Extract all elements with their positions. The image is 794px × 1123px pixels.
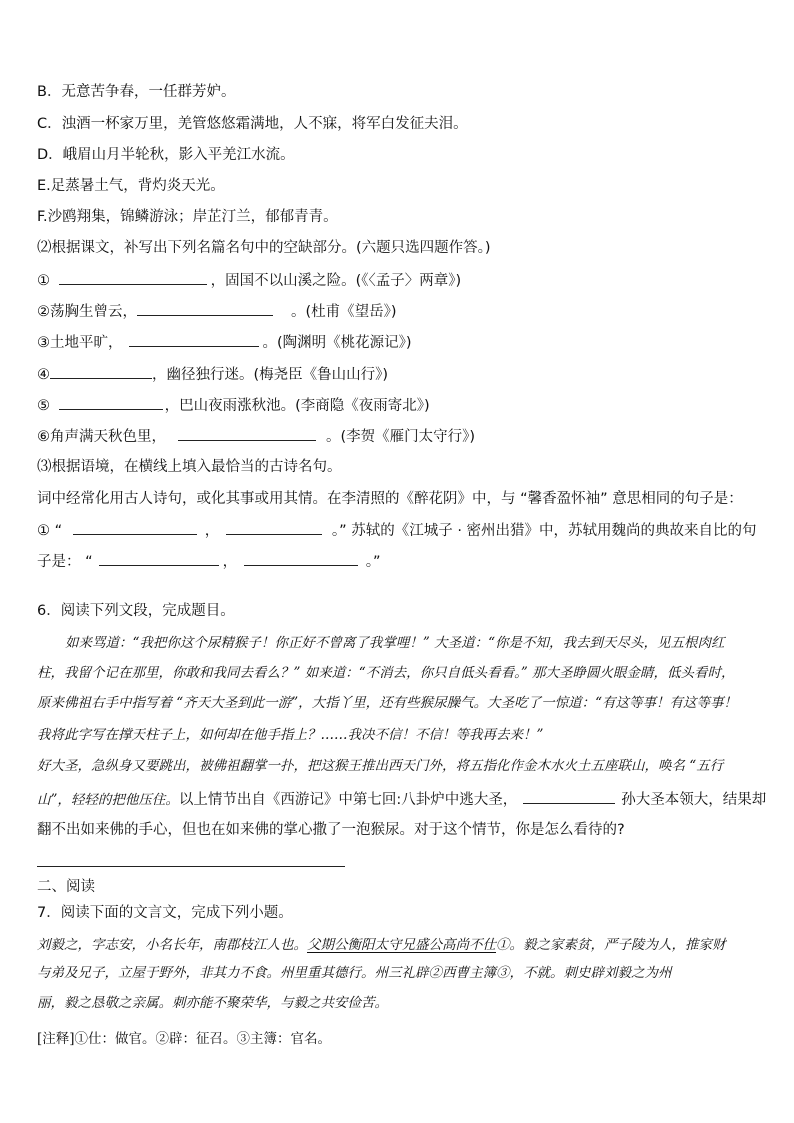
item-suffix: ，固国不以山溪之险。(《〈孟子〉两章》) [210, 273, 462, 289]
q3-line-3 [37, 551, 381, 572]
item-prefix: ④ [37, 367, 50, 383]
comma: ， [222, 554, 238, 570]
answer-blank[interactable] [523, 789, 615, 804]
answer-blank[interactable] [59, 395, 163, 410]
option-d: D．峨眉山月半轮秋，影入平羌江水流。 [37, 147, 295, 163]
item-prefix: ⑤ [37, 398, 50, 414]
answer-blank[interactable] [178, 426, 316, 441]
passage-line: 柱，我留个记在那里，你敢和我同去看么？” 如来道：“不消去，你只自低头看看。” 那大圣睁圆火眼金睛，低头看时， [37, 665, 735, 681]
q6-question-line-2: 翻不出如来佛的手心，但也在如来佛的掌心撒了一泡猴尿。对于这个情节，你是怎么看待的? [37, 822, 625, 838]
passage-line: 我将此字写在撑天柱子上，如何却在他手指上？……我决不信！不信！等我再去来！” [37, 727, 544, 743]
text-segment: ③，不就。刺史辟刘毅之为州 [496, 965, 672, 981]
item-prefix: ③土地平旷， [37, 335, 123, 351]
q6-question-line [37, 789, 766, 810]
text-segment: 与弟及兄子，立屋于野外，非其力不食。州里重其德行。州三礼辟 [37, 965, 429, 981]
option-f: F.沙鸥翔集，锦鳞游泳；岸芷汀兰，郁郁青青。 [37, 209, 338, 225]
q2-item-4 [37, 364, 388, 385]
q2-item-2 [37, 301, 397, 322]
answer-blank[interactable] [50, 364, 152, 379]
option-c: C．浊酒一杯家万里，羌管悠悠霜满地，人不寐，将军白发征夫泪。 [37, 116, 468, 132]
line-head: 子是： “ [37, 554, 93, 570]
comma: ， [204, 523, 220, 539]
item-prefix: ②荡胸生曾云， [37, 304, 137, 320]
classical-text-line [37, 936, 726, 954]
annotation-note: [注释]①仕：做官。②辟：征召。③主簿：官名。 [37, 1031, 332, 1047]
question-text: 以上情节出自《西游记》中第七回:八卦炉中逃大圣， [178, 792, 518, 808]
passage-line: 好大圣，急纵身又要跳出，被佛祖翻掌一扑，把这猴王推出西天门外，将五指化作金木水火土五座联山，唤名 “五行 [37, 758, 724, 774]
answer-blank[interactable] [73, 520, 197, 535]
q2-item-5 [37, 395, 430, 416]
answer-blank[interactable] [226, 520, 322, 535]
text-segment: ①。毅之家素贫，严子陵为人，推家财 [496, 937, 726, 953]
item-prefix: ⑥角声满天秋色里， [37, 429, 166, 445]
passage-line: 如来骂道：“我把你这个尿精猴子！你正好不曾离了我掌哩！” 大圣道：“你是不知，我去到天尽头，见五根肉红 [65, 635, 725, 651]
item-prefix: ① [37, 273, 50, 289]
q2-item-1 [37, 270, 461, 291]
q2-item-3 [37, 332, 412, 353]
answer-blank[interactable] [129, 332, 259, 347]
answer-blank[interactable] [244, 551, 358, 566]
passage-line: 原来佛祖右手中指写着 “齐天大圣到此一游”，大指丫里，还有些猴尿臊气。大圣吃了一惊道：“有这等事！有这等事！ [37, 695, 737, 711]
answer-blank[interactable] [137, 301, 273, 316]
item-suffix: ，幽径独行迷。(梅尧臣《鲁山山行》) [152, 367, 389, 383]
answer-blank[interactable] [99, 551, 219, 566]
item-suffix: 。(杜甫《望岳》) [291, 304, 397, 320]
item-suffix: 。(李贺《雁门太守行》) [326, 429, 476, 445]
item-suffix: 。(陶渊明《桃花源记》) [262, 335, 412, 351]
q2-heading: ⑵根据课文，补写出下列名篇名句中的空缺部分。(六题只选四题作答。) [37, 240, 491, 256]
classical-text-line: 丽，毅之恳敬之亲属。刺亦能不聚荣华，与毅之共安俭苦。 [37, 995, 388, 1011]
option-e: E.足蒸暑土气，背灼炎天光。 [37, 178, 225, 194]
answer-blank[interactable] [59, 270, 207, 285]
underlined-sentence: 父期公衡阳太守兄盛公高尚不仕 [307, 937, 496, 953]
answer-line[interactable] [37, 866, 345, 867]
option-b: B．无意苦争春，一任群芳妒。 [37, 84, 236, 100]
line-tail: 。” 苏轼的《江城子 · 密州出猎》中，苏轼用魏尚的典故来自比的句 [331, 523, 757, 539]
q3-context: 词中经常化用古人诗句，或化其事或用其情。在李清照的《醉花阴》中，与 “馨香盈怀袖” 意思相同的句子是： [37, 491, 743, 507]
q2-item-6 [37, 426, 475, 447]
question-text-tail: 孙大圣本领大，结果却 [621, 792, 767, 808]
quote-close: 。” [365, 554, 381, 570]
q6-heading: 6．阅读下列文段，完成题目。 [37, 603, 235, 619]
item-suffix: ，巴山夜雨涨秋池。(李商隐《夜雨寄北》) [164, 398, 430, 414]
q3-line-2 [37, 520, 757, 541]
classical-text-line [37, 964, 672, 982]
q3-heading: ⑶根据语境，在横线上填入最恰当的古诗名句。 [37, 459, 342, 475]
passage-end: 山”，轻轻的把他压住。 [37, 792, 179, 808]
text-segment: 刘毅之，字志安，小名长年，南郡枝江人也。 [37, 937, 307, 953]
text-segment: ②西曹主簿 [428, 965, 496, 981]
quote-open: ① “ [37, 523, 63, 539]
section-heading: 二、阅读 [37, 879, 95, 895]
q7-heading: 7．阅读下面的文言文，完成下列小题。 [37, 905, 293, 921]
